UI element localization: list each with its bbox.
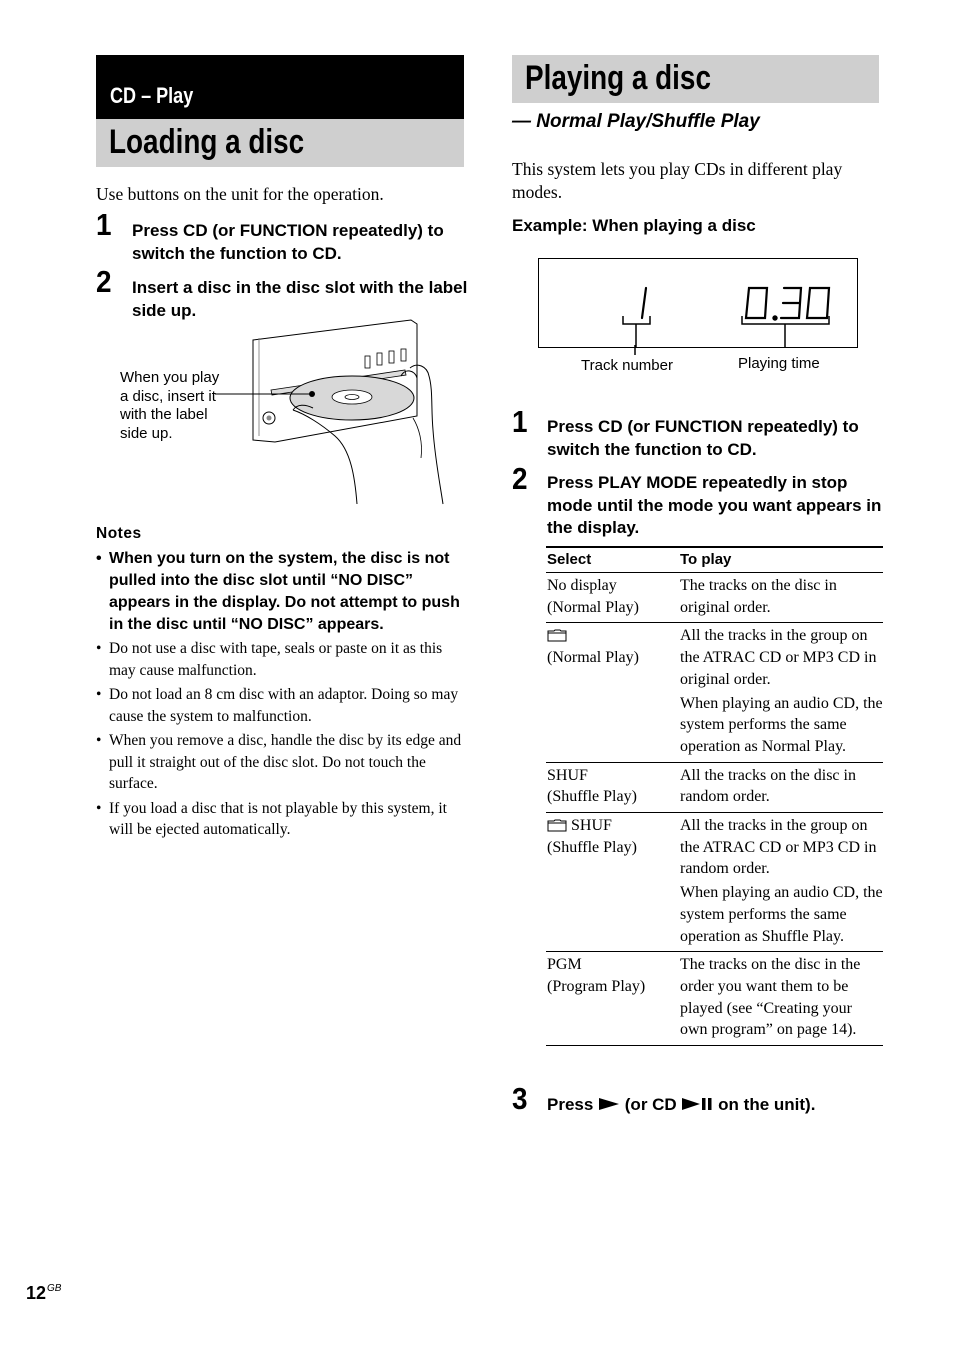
select-cell: No display (Normal Play)	[546, 573, 679, 623]
table-row	[546, 762, 883, 812]
notes-list	[96, 548, 466, 844]
track-leader	[634, 345, 636, 355]
right-step-2-text: Press PLAY MODE repeatedly in stop mode until the mode you want appears in the display.	[547, 473, 882, 537]
play-text: All the tracks on the disc in random order.	[680, 766, 856, 806]
note-text: If you load a disc that is not playable by this system, it will be ejected automatically.	[109, 799, 447, 838]
select-cell: PGM (Program Play)	[546, 952, 679, 1046]
disc-insert-callout: When you play a disc, insert it with the label side up.	[120, 369, 220, 442]
note-item: • Do not load an 8 cm disc with an adaptor. Doing so may cause the system to malfunction.	[96, 686, 459, 725]
folder-icon	[547, 819, 567, 832]
playing-time-label: Playing time	[738, 355, 820, 372]
page-title-playing: Playing a disc	[525, 59, 711, 97]
play-text: The tracks on the disc in the order you want them to be played (see “Creating your own program” on page 14).	[680, 956, 861, 1039]
display-panel	[538, 258, 858, 348]
select-cell	[546, 623, 679, 762]
notes-heading: Notes	[96, 525, 142, 542]
table-header-row	[546, 547, 883, 573]
note-text: When you remove a disc, handle the disc by its edge and pull it straight out of the disc slot. Do not touch the surface.	[109, 732, 462, 792]
play-cell	[679, 573, 883, 623]
page-number-value: 12	[26, 1283, 47, 1303]
left-intro: Use buttons on the unit for the operation.	[96, 184, 384, 204]
select-text: (Normal Play)	[547, 649, 639, 667]
note-text: Do not use a disc with tape, seals or paste on it as this may cause malfunction.	[109, 640, 443, 679]
right-intro: This system lets you play CDs in different play modes.	[512, 159, 843, 202]
note-item: • Do not use a disc with tape, seals or paste on it as this may cause malfunction.	[96, 640, 443, 679]
play-mode-table	[546, 546, 883, 1046]
time-digits	[746, 288, 829, 320]
step-3-part-b: (or CD	[620, 1095, 682, 1114]
left-step-2-text: Insert a disc in the disc slot with the label side up.	[132, 278, 468, 320]
right-step-3-number: 3	[512, 1081, 528, 1116]
section-header	[96, 55, 464, 119]
note-text: Do not load an 8 cm disc with an adaptor. Doing so may cause the system to malfunction.	[109, 686, 459, 725]
play-subtitle: — Normal Play/Shuffle Play	[512, 111, 760, 132]
play-text: All the tracks in the group on the ATRAC CD or MP3 CD in original order.	[680, 627, 877, 688]
play-cell	[679, 762, 883, 812]
right-step-2-number: 2	[512, 461, 528, 496]
play-cell	[679, 623, 883, 762]
step-3-part-a: Press	[547, 1095, 599, 1114]
left-step-1-number: 1	[96, 207, 112, 242]
play-cell	[679, 813, 883, 952]
step-3-part-c: on the unit).	[713, 1095, 816, 1114]
note-item: • If you load a disc that is not playable by this system, it will be ejected automatically.	[96, 799, 447, 838]
select-text: SHUF (Shuffle Play)	[547, 817, 637, 856]
folder-icon	[547, 629, 567, 642]
left-step-2-number: 2	[96, 264, 112, 299]
play-icon	[598, 1097, 620, 1111]
table-row	[546, 952, 883, 1046]
table-row	[546, 623, 883, 762]
table-row	[546, 573, 883, 623]
play-text: When playing an audio CD, the system performs the same operation as Normal Play.	[680, 694, 883, 755]
example-heading: Example: When playing a disc	[512, 216, 756, 235]
loading-disc-title-bar	[96, 119, 464, 167]
play-cell	[679, 952, 883, 1046]
section-label: CD – Play	[110, 83, 194, 108]
left-step-1-text: Press CD (or FUNCTION repeatedly) to switch the function to CD.	[132, 221, 444, 263]
right-step-1-text: Press CD (or FUNCTION repeatedly) to switch the function to CD.	[547, 417, 859, 459]
playing-disc-title-bar	[512, 55, 879, 103]
play-pause-icon	[681, 1097, 713, 1111]
header-select: Select	[546, 547, 679, 573]
disc-insert-illustration	[205, 318, 455, 508]
header-to-play: To play	[679, 547, 883, 573]
play-text: The tracks on the disc in original order.	[680, 577, 837, 616]
note-item: • When you remove a disc, handle the disc by its edge and pull it straight out of the disc slot. Do not touch the surface.	[96, 732, 462, 792]
track-digit	[642, 288, 646, 318]
play-text: When playing an audio CD, the system performs the same operation as Shuffle Play.	[680, 884, 883, 945]
page-number-suffix: GB	[47, 1283, 62, 1294]
page-number	[26, 1283, 61, 1304]
note-item: • When you turn on the system, the disc is not pulled into the disc slot until “NO DISC” appears in the display. Do not attempt to push in the disc until “NO DISC” appears.	[96, 550, 460, 633]
table-row	[546, 813, 883, 952]
play-text: All the tracks in the group on the ATRAC CD or MP3 CD in random order.	[680, 817, 877, 878]
page-title-loading: Loading a disc	[109, 123, 305, 161]
note-text: When you turn on the system, the disc is not pulled into the disc slot until “NO DISC” appears in the display. Do not attempt to push in the disc until “NO DISC” appears.	[109, 550, 460, 633]
select-cell	[546, 813, 679, 952]
display-readout	[539, 259, 857, 347]
right-step-3-text	[547, 1093, 887, 1116]
right-step-1-number: 1	[512, 404, 528, 439]
select-cell: SHUF (Shuffle Play)	[546, 762, 679, 812]
track-number-label: Track number	[581, 357, 673, 374]
